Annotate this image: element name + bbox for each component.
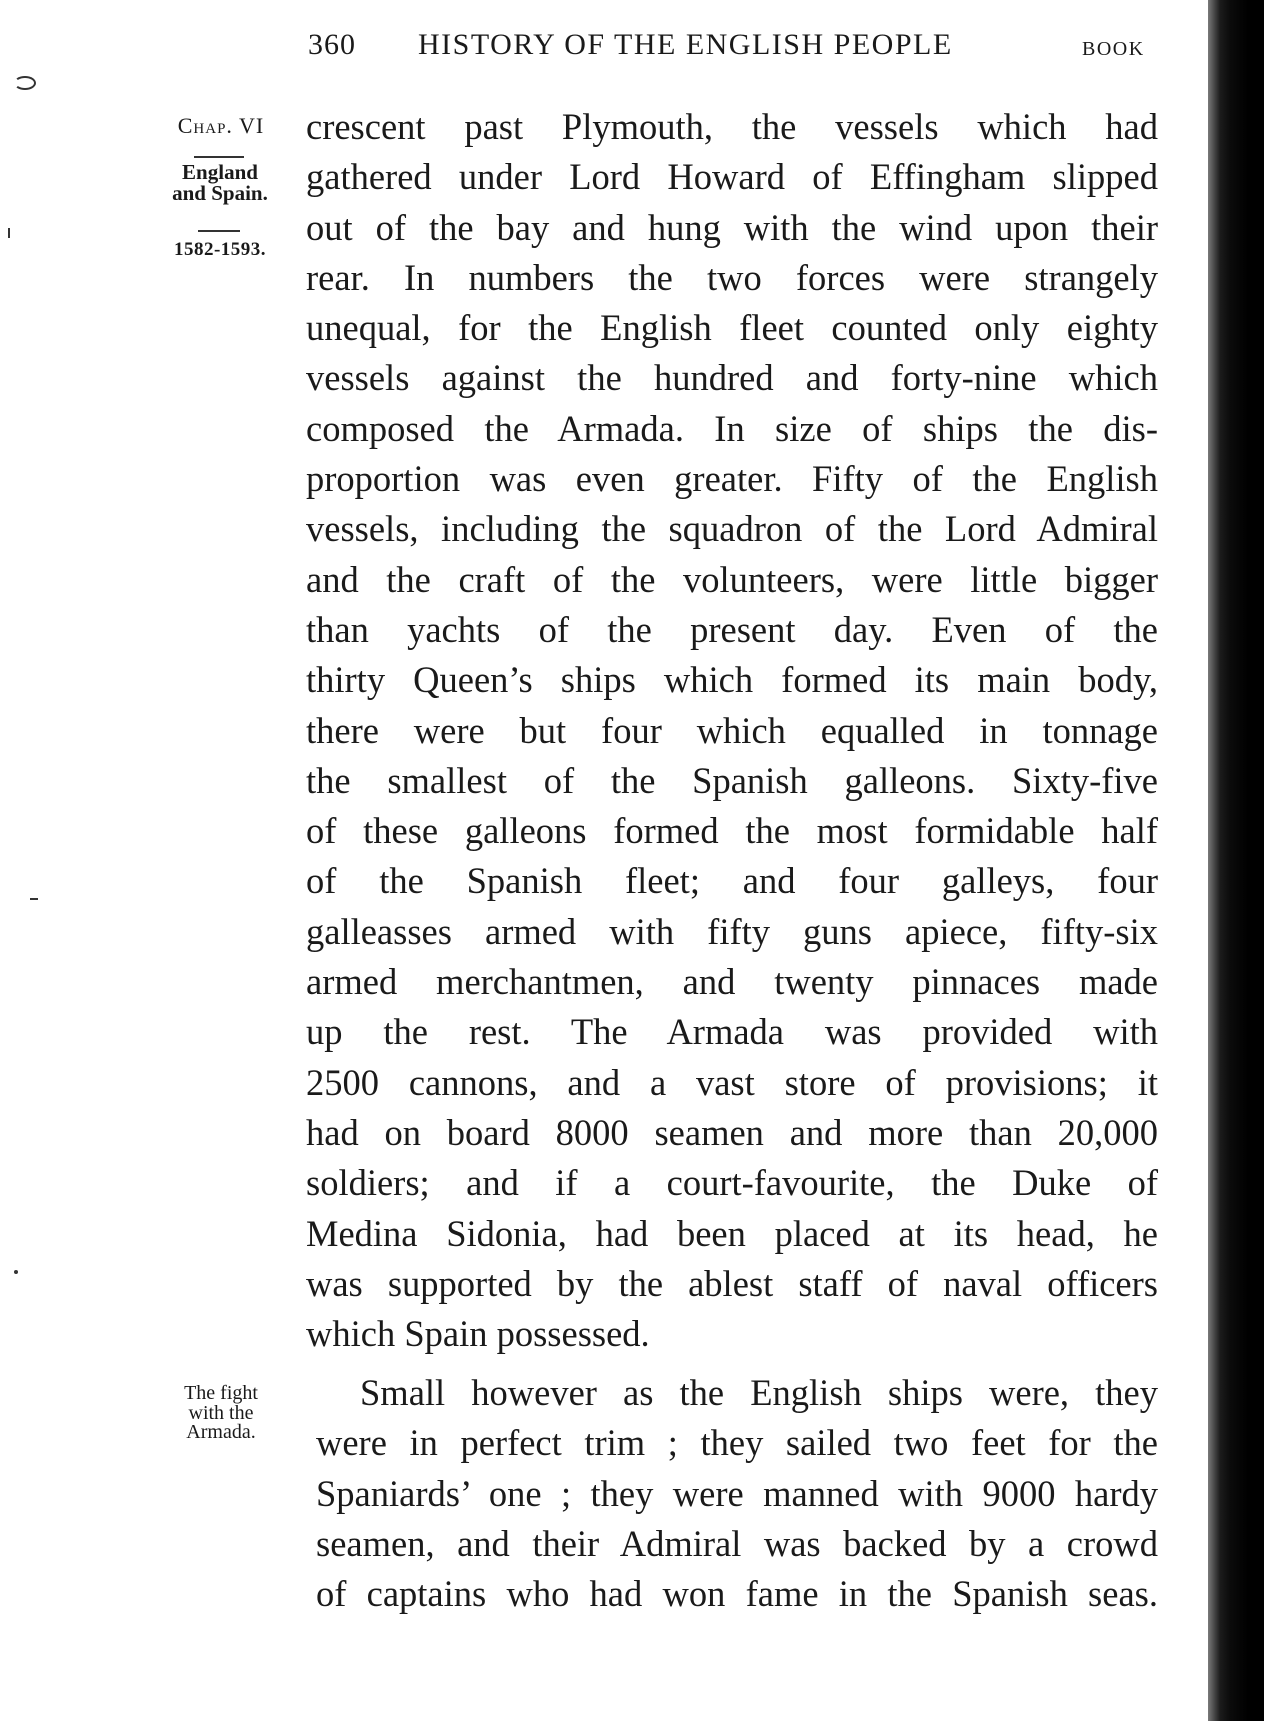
text-line: unequal, for the English fleet counted only eighty [306, 307, 1158, 349]
text-line: of these galleons formed the most formidable half [306, 810, 1158, 852]
text-line: Medina Sidonia, had been placed at its head, he [306, 1212, 1158, 1254]
paragraph-2 [316, 1368, 1158, 1619]
margin-mark [14, 76, 36, 90]
text-line: up the rest. The Armada was provided with [306, 1011, 1158, 1053]
text-line: vessels, including the squadron of the Lord Admiral [306, 508, 1158, 550]
running-title: HISTORY OF THE ENGLISH PEOPLE [418, 28, 953, 61]
text-line: composed the Armada. In size of ships the dis- [306, 407, 1158, 449]
text-line: there were but four which equalled in tonnage [306, 709, 1158, 751]
text-line: Small however as the English ships were, they [360, 1372, 1158, 1413]
topic-line: England [182, 160, 258, 184]
margin-mark [8, 228, 10, 238]
text-line: vessels against the hundred and forty-nine which [306, 357, 1158, 399]
text-line: 2500 cannons, and a vast store of provisions; it [306, 1061, 1158, 1103]
text-line: seamen, and their Admiral was backed by a crowd [316, 1522, 1158, 1564]
text-line: was supported by the ablest staff of naval officers [306, 1262, 1158, 1304]
text-line: galleasses armed with fifty guns apiece, fifty-six [306, 910, 1158, 952]
text-line: had on board 8000 seamen and more than 20,000 [306, 1111, 1158, 1153]
text-line: which Spain possessed. [306, 1313, 650, 1355]
text-line: armed merchantmen, and twenty pinnaces made [306, 961, 1158, 1003]
paragraph-1 [306, 102, 1158, 1359]
fight-sidenote [158, 1384, 284, 1443]
text-line: than yachts of the present day. Even of the [306, 608, 1158, 650]
margin-mark [30, 898, 38, 900]
fight-line: The fight [184, 1382, 258, 1404]
chapter-sidenote [154, 114, 288, 137]
book-label: BOOK [1082, 38, 1145, 60]
fight-line: with the [188, 1401, 254, 1424]
margin-mark [14, 1270, 18, 1274]
topic-sidenote [150, 162, 290, 204]
text-line: of captains who had won fame in the Spanish seas. [316, 1573, 1158, 1615]
text-line: rear. In numbers the two forces were strangely [306, 256, 1158, 298]
fight-line: Armada. [186, 1421, 256, 1444]
text-line: out of the bay and hung with the wind upon their [306, 206, 1158, 248]
text-line: Spaniards’ one ; they were manned with 9000 hardy [316, 1472, 1158, 1514]
dates-sidenote: 1582-1593. [173, 239, 267, 260]
text-line: thirty Queen’s ships which formed its main body, [306, 659, 1158, 701]
page-number: 360 [308, 28, 356, 61]
text-line: and the craft of the volunteers, were little bigger [306, 558, 1158, 600]
text-line: were in perfect trim ; they sailed two feet for the [316, 1422, 1158, 1464]
text-line: of the Spanish fleet; and four galleys, four [306, 860, 1158, 902]
topic-line: and Spain. [172, 181, 268, 205]
text-line: proportion was even greater. Fifty of the English [306, 458, 1158, 500]
scan-edge [1208, 0, 1264, 1721]
text-line: soldiers; and if a court-favourite, the Duke of [306, 1162, 1158, 1204]
sidenote-rule [198, 230, 240, 232]
text-line: the smallest of the Spanish galleons. Sixty-five [306, 759, 1158, 801]
chapter-label: Chap. VI [177, 113, 265, 138]
text-line: gathered under Lord Howard of Effingham slipped [306, 156, 1158, 198]
text-line: crescent past Plymouth, the vessels which had [306, 106, 1158, 147]
sidenote-rule [194, 156, 244, 158]
